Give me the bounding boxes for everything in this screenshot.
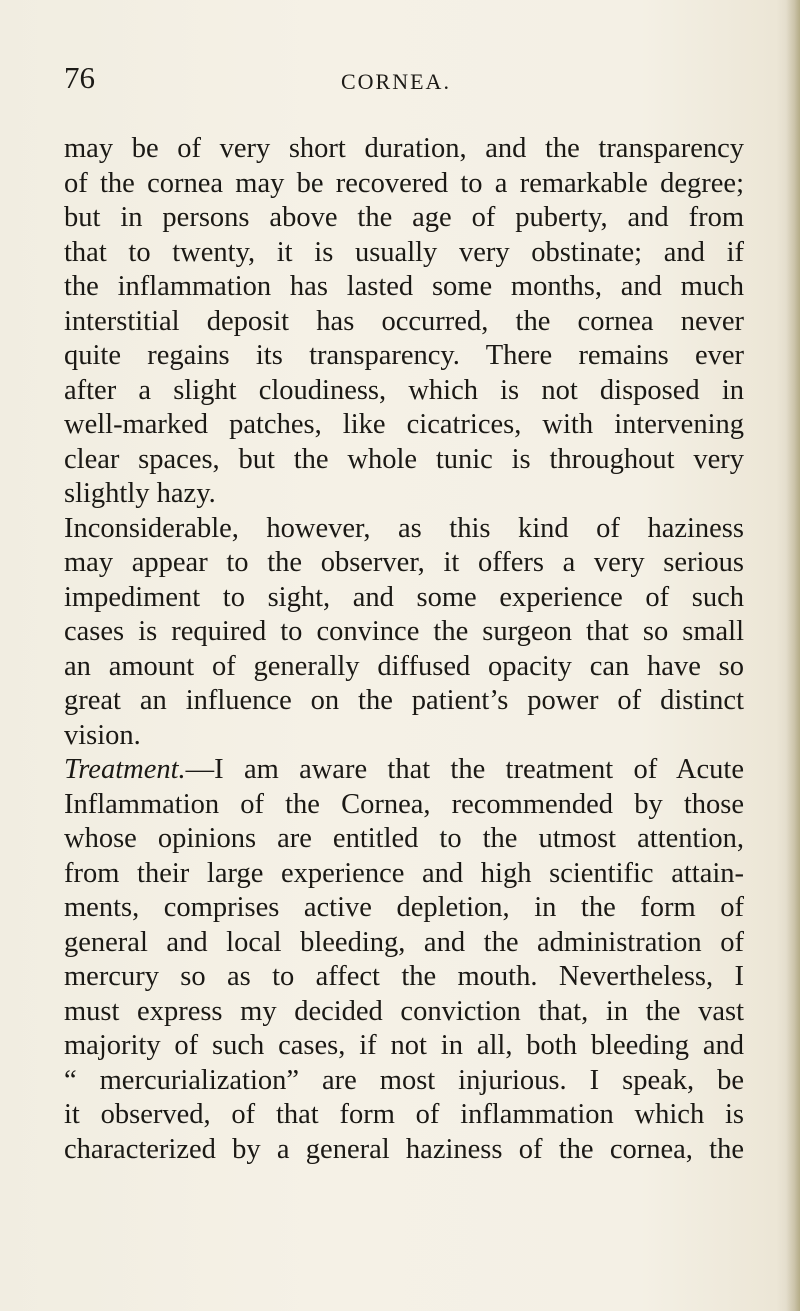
text-line: after a slight cloudiness, which is not disposed in xyxy=(64,374,744,406)
running-title: CORNEA. xyxy=(341,69,451,94)
text-line: an amount of generally diffused opacity can have so xyxy=(64,650,744,682)
text-line: Inflammation of the Cornea, recommended by those xyxy=(64,788,744,820)
text-line: impediment to sight, and some experience of such xyxy=(64,581,744,613)
text-line: great an influence on the patient’s power of distinct xyxy=(64,685,744,716)
text-line: that to twenty, it is usually very obstinate; and if xyxy=(64,236,744,268)
text-line: may appear to the observer, it offers a very serious xyxy=(64,547,744,578)
text-line: it observed, of that form of inflammation which is xyxy=(64,1099,744,1130)
section-heading-treatment: Treatment. xyxy=(64,754,186,785)
text-fragment: —I am aware that the treatment of Acute xyxy=(185,754,744,785)
text-line: ments, comprises active depletion, in the form of xyxy=(64,892,744,923)
page-number: 76 xyxy=(64,60,95,95)
text-line: must express my decided conviction that, in the vast xyxy=(64,995,744,1027)
text-line: Inconsiderable, however, as this kind of haziness xyxy=(64,512,744,544)
text-line: mercury so as to affect the mouth. Nevertheless, I xyxy=(64,961,744,992)
text-line-treatment xyxy=(64,753,744,788)
text-line: may be of very short duration, and the transparency xyxy=(64,133,744,164)
text-line: “ mercurialization” are most injurious. I speak, be xyxy=(64,1064,744,1096)
text-line: the inflammation has lasted some months, and much xyxy=(64,271,744,302)
text-line: characterized by a general haziness of the cornea, the xyxy=(64,1133,744,1165)
text-line: general and local bleeding, and the administration of xyxy=(64,926,744,958)
text-line: whose opinions are entitled to the utmost attention, xyxy=(64,823,744,854)
text-line: cases is required to convince the surgeon that so small xyxy=(64,616,744,647)
text-line: interstitial deposit has occurred, the cornea never xyxy=(64,305,744,337)
body-text xyxy=(64,132,744,1167)
text-line: slightly hazy. xyxy=(64,478,216,509)
text-line: of the cornea may be recovered to a remarkable degree; xyxy=(64,167,744,199)
text-line: clear spaces, but the whole tunic is throughout very xyxy=(64,443,744,475)
text-line: vision. xyxy=(64,719,141,751)
text-line: but in persons above the age of puberty, and from xyxy=(64,202,744,233)
text-line: majority of such cases, if not in all, both bleeding and xyxy=(64,1030,744,1061)
running-head xyxy=(64,62,744,94)
page-edge-shadow xyxy=(786,0,800,1311)
text-line: well-marked patches, like cicatrices, with intervening xyxy=(64,409,744,440)
text-line: quite regains its transparency. There remains ever xyxy=(64,340,744,371)
text-line: from their large experience and high scientific attain- xyxy=(64,857,744,889)
